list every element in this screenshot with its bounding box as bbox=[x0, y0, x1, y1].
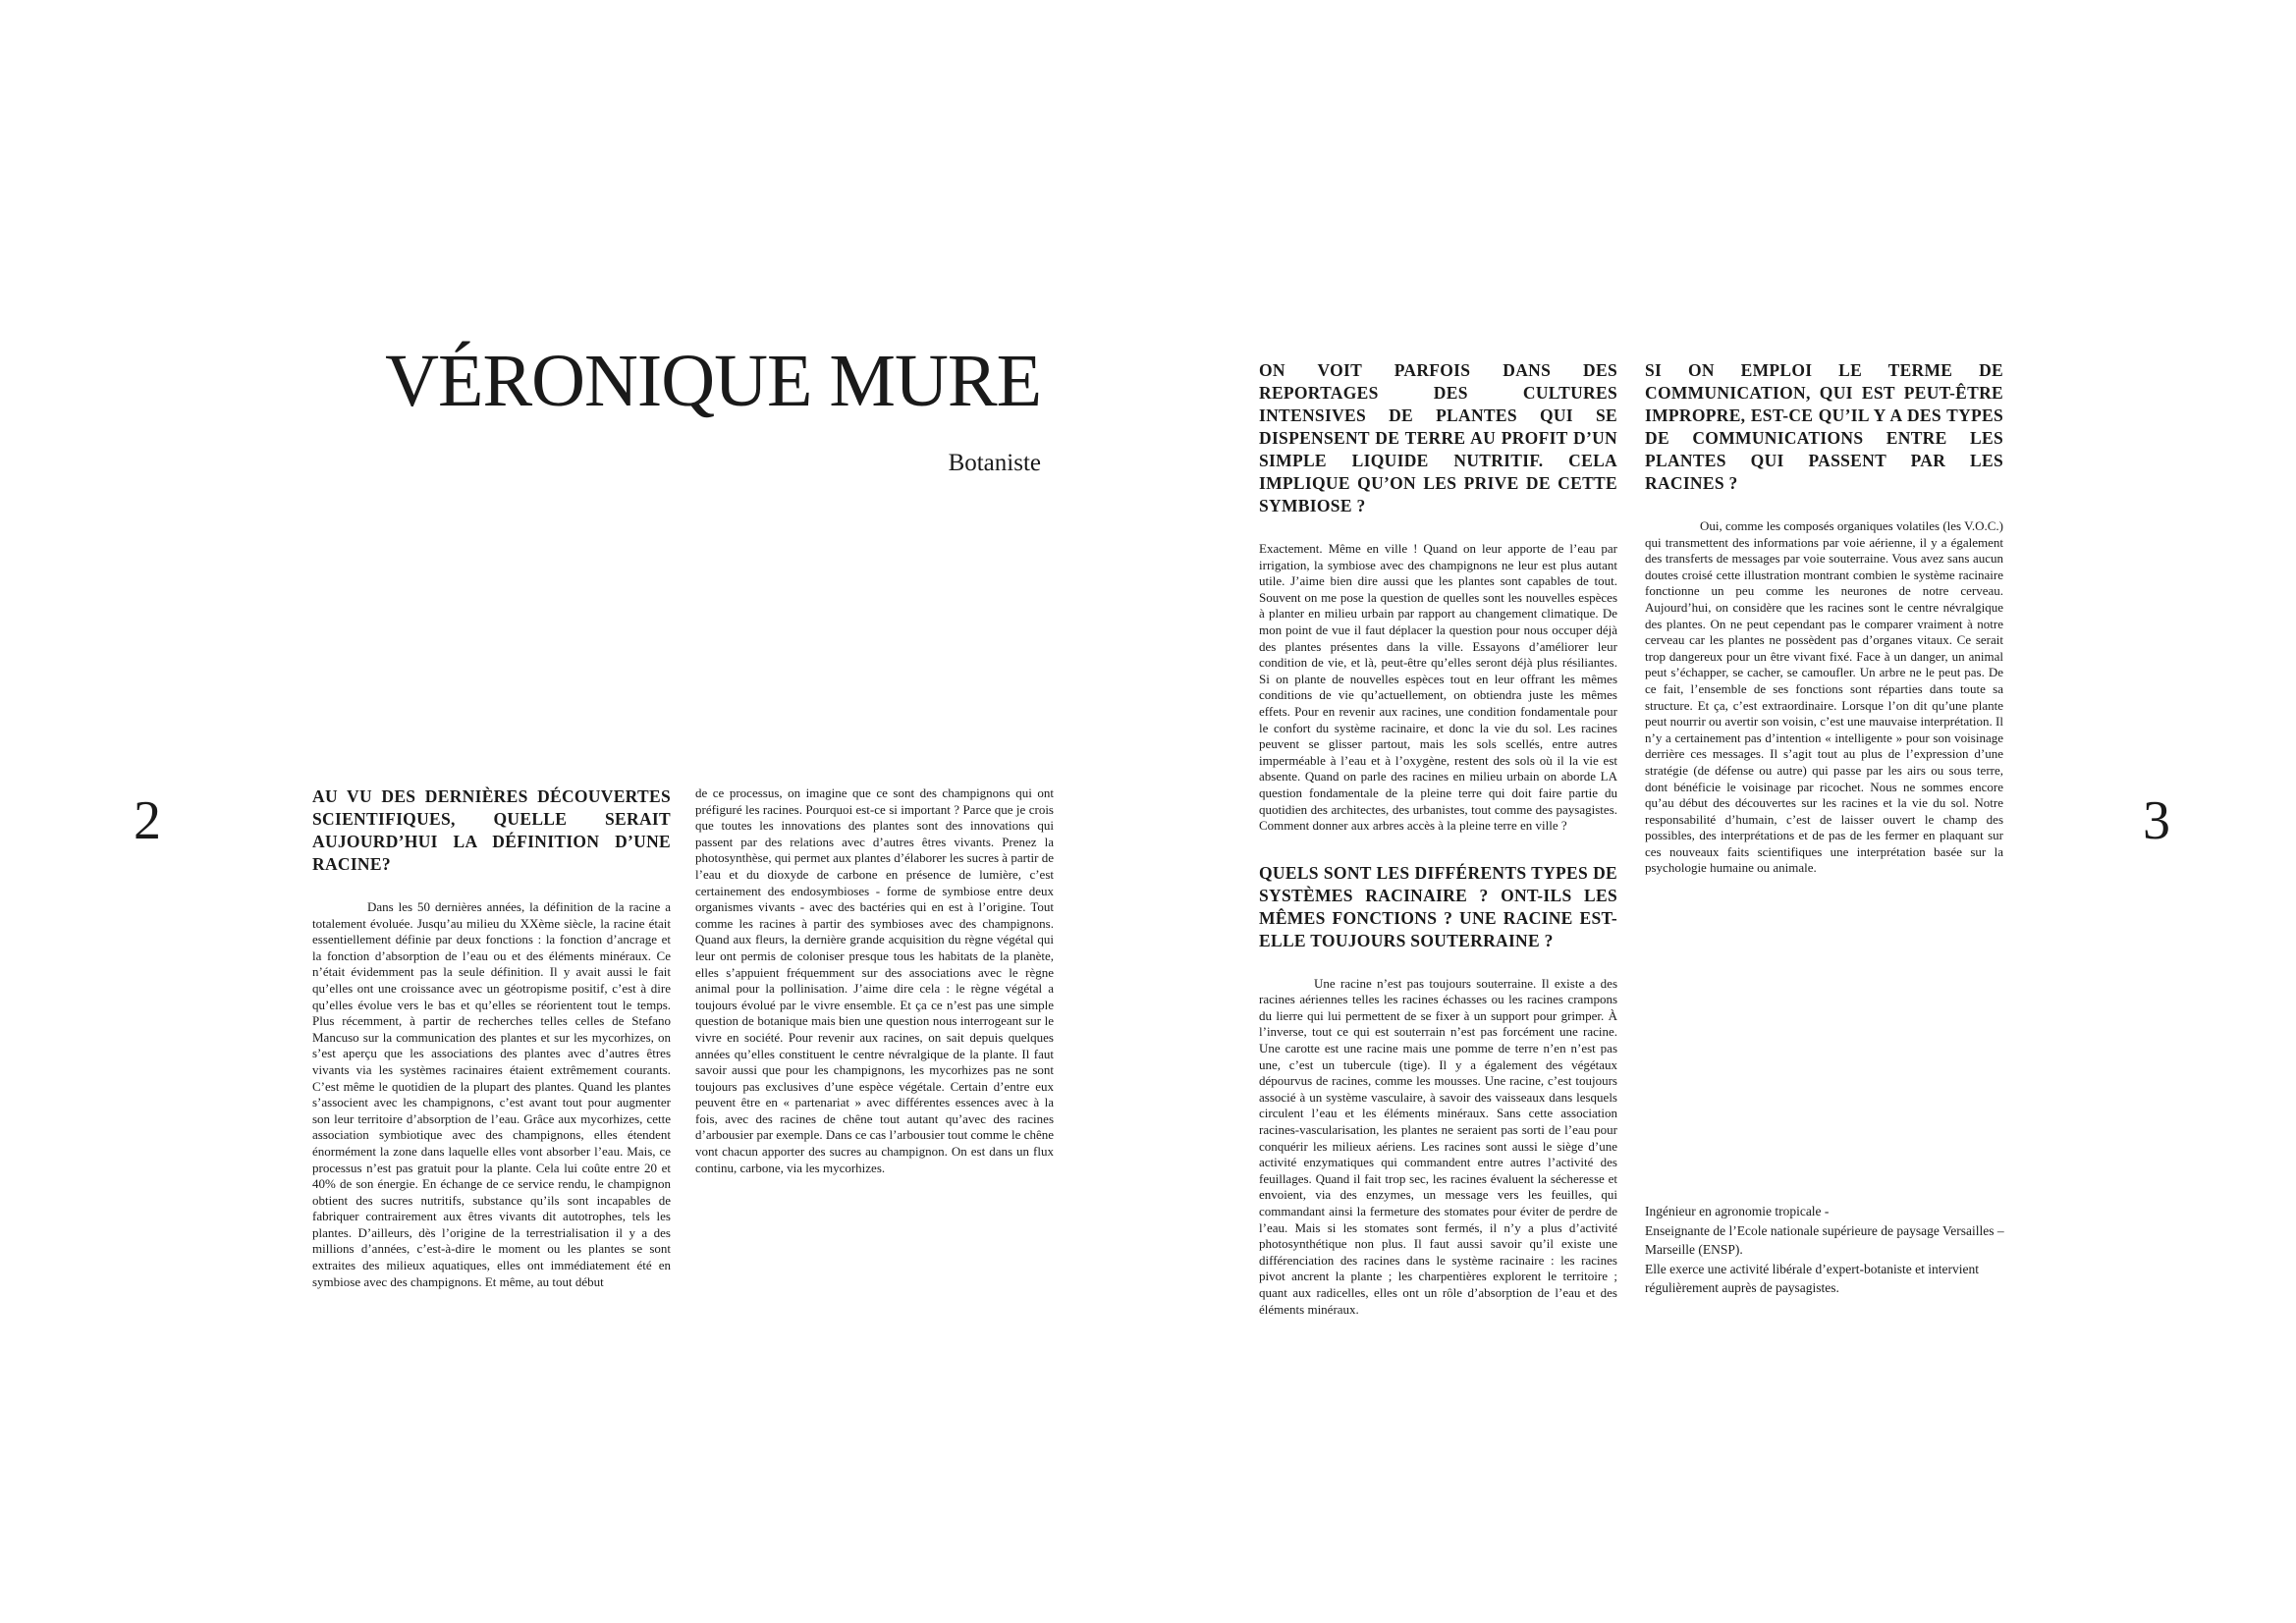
bio-line: Elle exerce une activité libérale d’expert-botaniste et intervient régulièrement auprès de paysagistes. bbox=[1645, 1261, 1979, 1295]
question-heading: ON VOIT PARFOIS DANS DES REPORTAGES DES CULTURES INTENSIVES DE PLANTES QUI SE DISPENSENT DE TERRE AU PROFIT D’UN SIMPLE LIQUIDE NUTRITIF. CELA IMPLIQUE QU’ON LES PRIVE DE CETTE SYMBIOSE ? bbox=[1259, 360, 1617, 515]
author-bio bbox=[1645, 1202, 2008, 1298]
page-subtitle: Botaniste bbox=[948, 450, 1041, 476]
question-heading: SI ON EMPLOI LE TERME DE COMMUNICATION, QUI EST PEUT-ÊTRE IMPROPRE, EST-CE QU’IL Y A DES TYPES DE COMMUNICATIONS ENTRE LES PLANTES QUI PASSENT PAR LES RACINES ? bbox=[1645, 360, 2003, 493]
answer-paragraph: Oui, comme les composés organiques volatiles (les V.O.C.) qui transmettent des informations par voie aérienne, il y a également des transferts de messages par voie souterraine. Vous avez sans aucun doutes croisé cette illustration montrant combien le système racinaire fonctionne un peu comme les neurones de notre cerveau. Aujourd’hui, on considère que les racines sont le centre névralgique des plantes. On ne peut cependant pas le comparer vraiment à notre cerveau car les plantes ne possèdent pas d’organes vitaux. Ce serait trop dangereux pour un être vivant fixé. Face à un danger, un animal peut s’échapper, se cacher, se camoufler. Un arbre ne le peut pas. De ce fait, l’ensemble de ses fonctions sont réparties dans toute sa structure. Et ça, c’est extraordinaire. Lorsque l’on dit qu’une plante peut nourrir ou avertir son voisin, c’est une mauvaise interprétation. Il n’y a certainement pas d’intention « intelligente » pour son voisinage derrière ces messages. Il s’agit tout au plus de l’expression d’une stratégie (de défense ou autre) qui passe par les airs ou sous terre, dont bénéficie le voisinage par ricochet. Nous ne sommes encore qu’au début des découvertes sur les racines et la vie du sol. Notre responsabilité d’humain, c’est de laisser ouvert le champ des possibles, des interprétations et de pas de les fermer en plaquant sur ces nouveaux faits scientifiques une interprétation basée sur la psychologie humaine ou animale. bbox=[1645, 518, 2003, 876]
interview-column-4 bbox=[1645, 359, 2003, 877]
interview-column-1 bbox=[312, 785, 671, 1290]
page-number-right: 3 bbox=[2143, 790, 2170, 851]
question-heading: QUELS SONT LES DIFFÉRENTS TYPES DE SYSTÈMES RACINAIRE ? ONT-ILS LES MÊMES FONCTIONS ? UNE RACINE EST-ELLE TOUJOURS SOUTERRAINE ? bbox=[1259, 862, 1617, 950]
bio-line: Ingénieur en agronomie tropicale - bbox=[1645, 1204, 1830, 1218]
answer-paragraph-continued: de ce processus, on imagine que ce sont des champignons qui ont préfiguré les racines. Pourquoi est-ce si important ? Parce que je crois que toutes les innovations des plantes sont des innovations qui passent par des relations avec d’autres êtres vivants. Prenez la photosynthèse, qui permet aux plantes d’élaborer les sucres à partir de l’eau et du dioxyde de carbone en présence de lumière, c’est certainement des endosymbioses - forme de symbiose entre deux organismes vivants - avec des bactéries qui en est à l’origine. Tout comme les racines à partir des symbioses avec des champignons. Quand aux fleurs, la dernière grande acquisition du règne végétal qui leur ont permis de coloniser presque tous les habitats de la planète, elles s’appuient fréquemment sur des associations avec le règne animal pour la pollinisation. J’aime dire cela : le règne végétal a toujours évolué par le vivre ensemble. Et ça ce n’est pas une simple question de botanique mais bien une question nous interrogeant sur le vivre en société. Pour revenir aux racines, on sait depuis quelques années qu’elles constituent le centre névralgique de la plante. Il faut savoir aussi que pour les champignons, les mycorhizes pas ne sont toujours pas exclusives d’une espèce végétale. Certain d’entre eux peuvent être en « partenariat » avec différentes essences avec à la fois, avec des racines de chêne tout autant qu’avec des racines d’arbousier par exemple. Dans ce cas l’arbousier tout comme le chêne vont chacun apporter des sucres au champignon. On est dans un flux continu, carbone, via les mycorhizes. bbox=[695, 785, 1054, 1175]
bio-line: Enseignante de l’Ecole nationale supérieure de paysage Versailles – Marseille (ENSP). bbox=[1645, 1222, 2004, 1257]
interview-column-3 bbox=[1259, 359, 1617, 1318]
page-number-left: 2 bbox=[134, 790, 161, 851]
page-title: VÉRONIQUE MURE bbox=[385, 340, 1041, 422]
question-heading: AU VU DES DERNIÈRES DÉCOUVERTES SCIENTIFIQUES, QUELLE SERAIT AUJOURD’HUI LA DÉFINITION D’UNE RACINE? bbox=[312, 786, 671, 874]
answer-paragraph: Exactement. Même en ville ! Quand on leur apporte de l’eau par irrigation, la symbiose avec des champignons ne leur est plus autant utile. J’aime bien dire aussi que les plantes sont capables de tout. Souvent on me pose la question de quelles sont les nouvelles espèces à planter en milieu urbain par rapport au changement climatique. De mon point de vue il faut déplacer la question pour nous occuper déjà des plantes présentes dans la ville. Essayons d’améliorer leur condition de vie, et là, peut-être qu’elles seront déjà plus résiliantes. Si on plante de nouvelles espèces tout en leur offrant les mêmes conditions de vie qu’actuellement, on obtiendra juste les mêmes effets. Pour en revenir aux racines, une condition fondamentale pour le confort du système racinaire, et donc la vie du sol. Les racines peuvent se glisser partout, mais les sols scellés, entre autres imperméable à l’eau et à l’oxygène, restent des sols où il la vie est absente. Quand on parle des racines en milieu urbain on aborde LA question fondamentale de la pleine terre qui doit faire partie du quotidien des architectes, des urbanistes, tout comme des paysagistes. Comment donner aux arbres accès à la pleine terre en ville ? bbox=[1259, 541, 1617, 834]
interview-column-2 bbox=[695, 785, 1054, 1176]
answer-paragraph: Une racine n’est pas toujours souterraine. Il existe a des racines aériennes telles les racines échasses ou les racines crampons du lierre qui lui permettent de se fixer à un support pour grimper. À l’inverse, tout ce qui est souterrain n’est pas forcément une racine. Une carotte est une racine mais une pomme de terre n’en n’est pas une, c’est un tubercule (tige). Il y a également des végétaux dépourvus de racines, comme les mousses. Une racine, c’est toujours associé à un système vasculaire, à savoir des vaisseaux dans lesquels circulent l’eau et les éléments minéraux. Sans cette association racines-vascularisation, les plantes ne seraient pas sorti de l’eau pour conquérir les milieux aériens. Les racines sont aussi le siège d’une activité enzymatiques qui commandent entre autres l’activité des feuillages. Quand il fait trop sec, les racines évaluent la sécheresse et envoient, via des enzymes, un message vers les feuilles, qui commandant ainsi la fermeture des stomates pour éviter de perdre de l’eau. Mais si les stomates sont fermés, il n’y a plus d’activité photosynthétique non plus. Il faut aussi savoir qu’il existe une différenciation des racines dans le système racinaire : les racines pivot ancrent la plante ; les charpentières explorent le territoire ; quant aux radicelles, elles ont un rôle d’absorption de l’eau et des éléments minéraux. bbox=[1259, 975, 1617, 1317]
answer-paragraph: Dans les 50 dernières années, la définition de la racine a totalement évoluée. Jusqu’au milieu du XXème siècle, la racine était essentiellement définie par deux fonctions : la fonction d’ancrage et la fonction d’absorption de l’eau ou et des éléments minéraux. Ce n’était évidemment pas la seule définition. Il y avait aussi le fait qu’elles ont une croissance avec un géotropisme positif, c’est à dire qu’elles évolue vers le bas et qu’elles se réorientent tout le temps. Plus récemment, à partir de recherches telles celles de Stefano Mancuso sur la communication des plantes et sur les mycorhizes, on s’est aperçu que les associations des plantes avec d’autres êtres vivants via les systèmes racinaires étaient extrêmement courants. C’est même le quotidien de la plupart des plantes. Quand les plantes s’associent avec les champignons, c’est avant tout pour augmenter son leur territoire d’absorption de l’eau. Grâce aux mycorhizes, cette association symbiotique avec des champignons, elles étendent énormément la zone dans laquelle elles vont absorber l’eau. Mais, ce processus n’est pas gratuit pour la plante. Cela lui coûte entre 20 et 40% de son énergie. En échange de ce service rendu, le champignon obtient des sucres nutritifs, substance qu’ils sont incapables de fabriquer contrairement aux êtres vivants dit autotrophes, tels les plantes. D’ailleurs, dès l’origine de la terrestrialisation il y a des millions d’années, c’est-à-dire le moment ou les plantes se sont extraites des milieux aquatiques, elles ont immédiatement été en symbiose avec des champignons. Et même, au tout début bbox=[312, 899, 671, 1289]
